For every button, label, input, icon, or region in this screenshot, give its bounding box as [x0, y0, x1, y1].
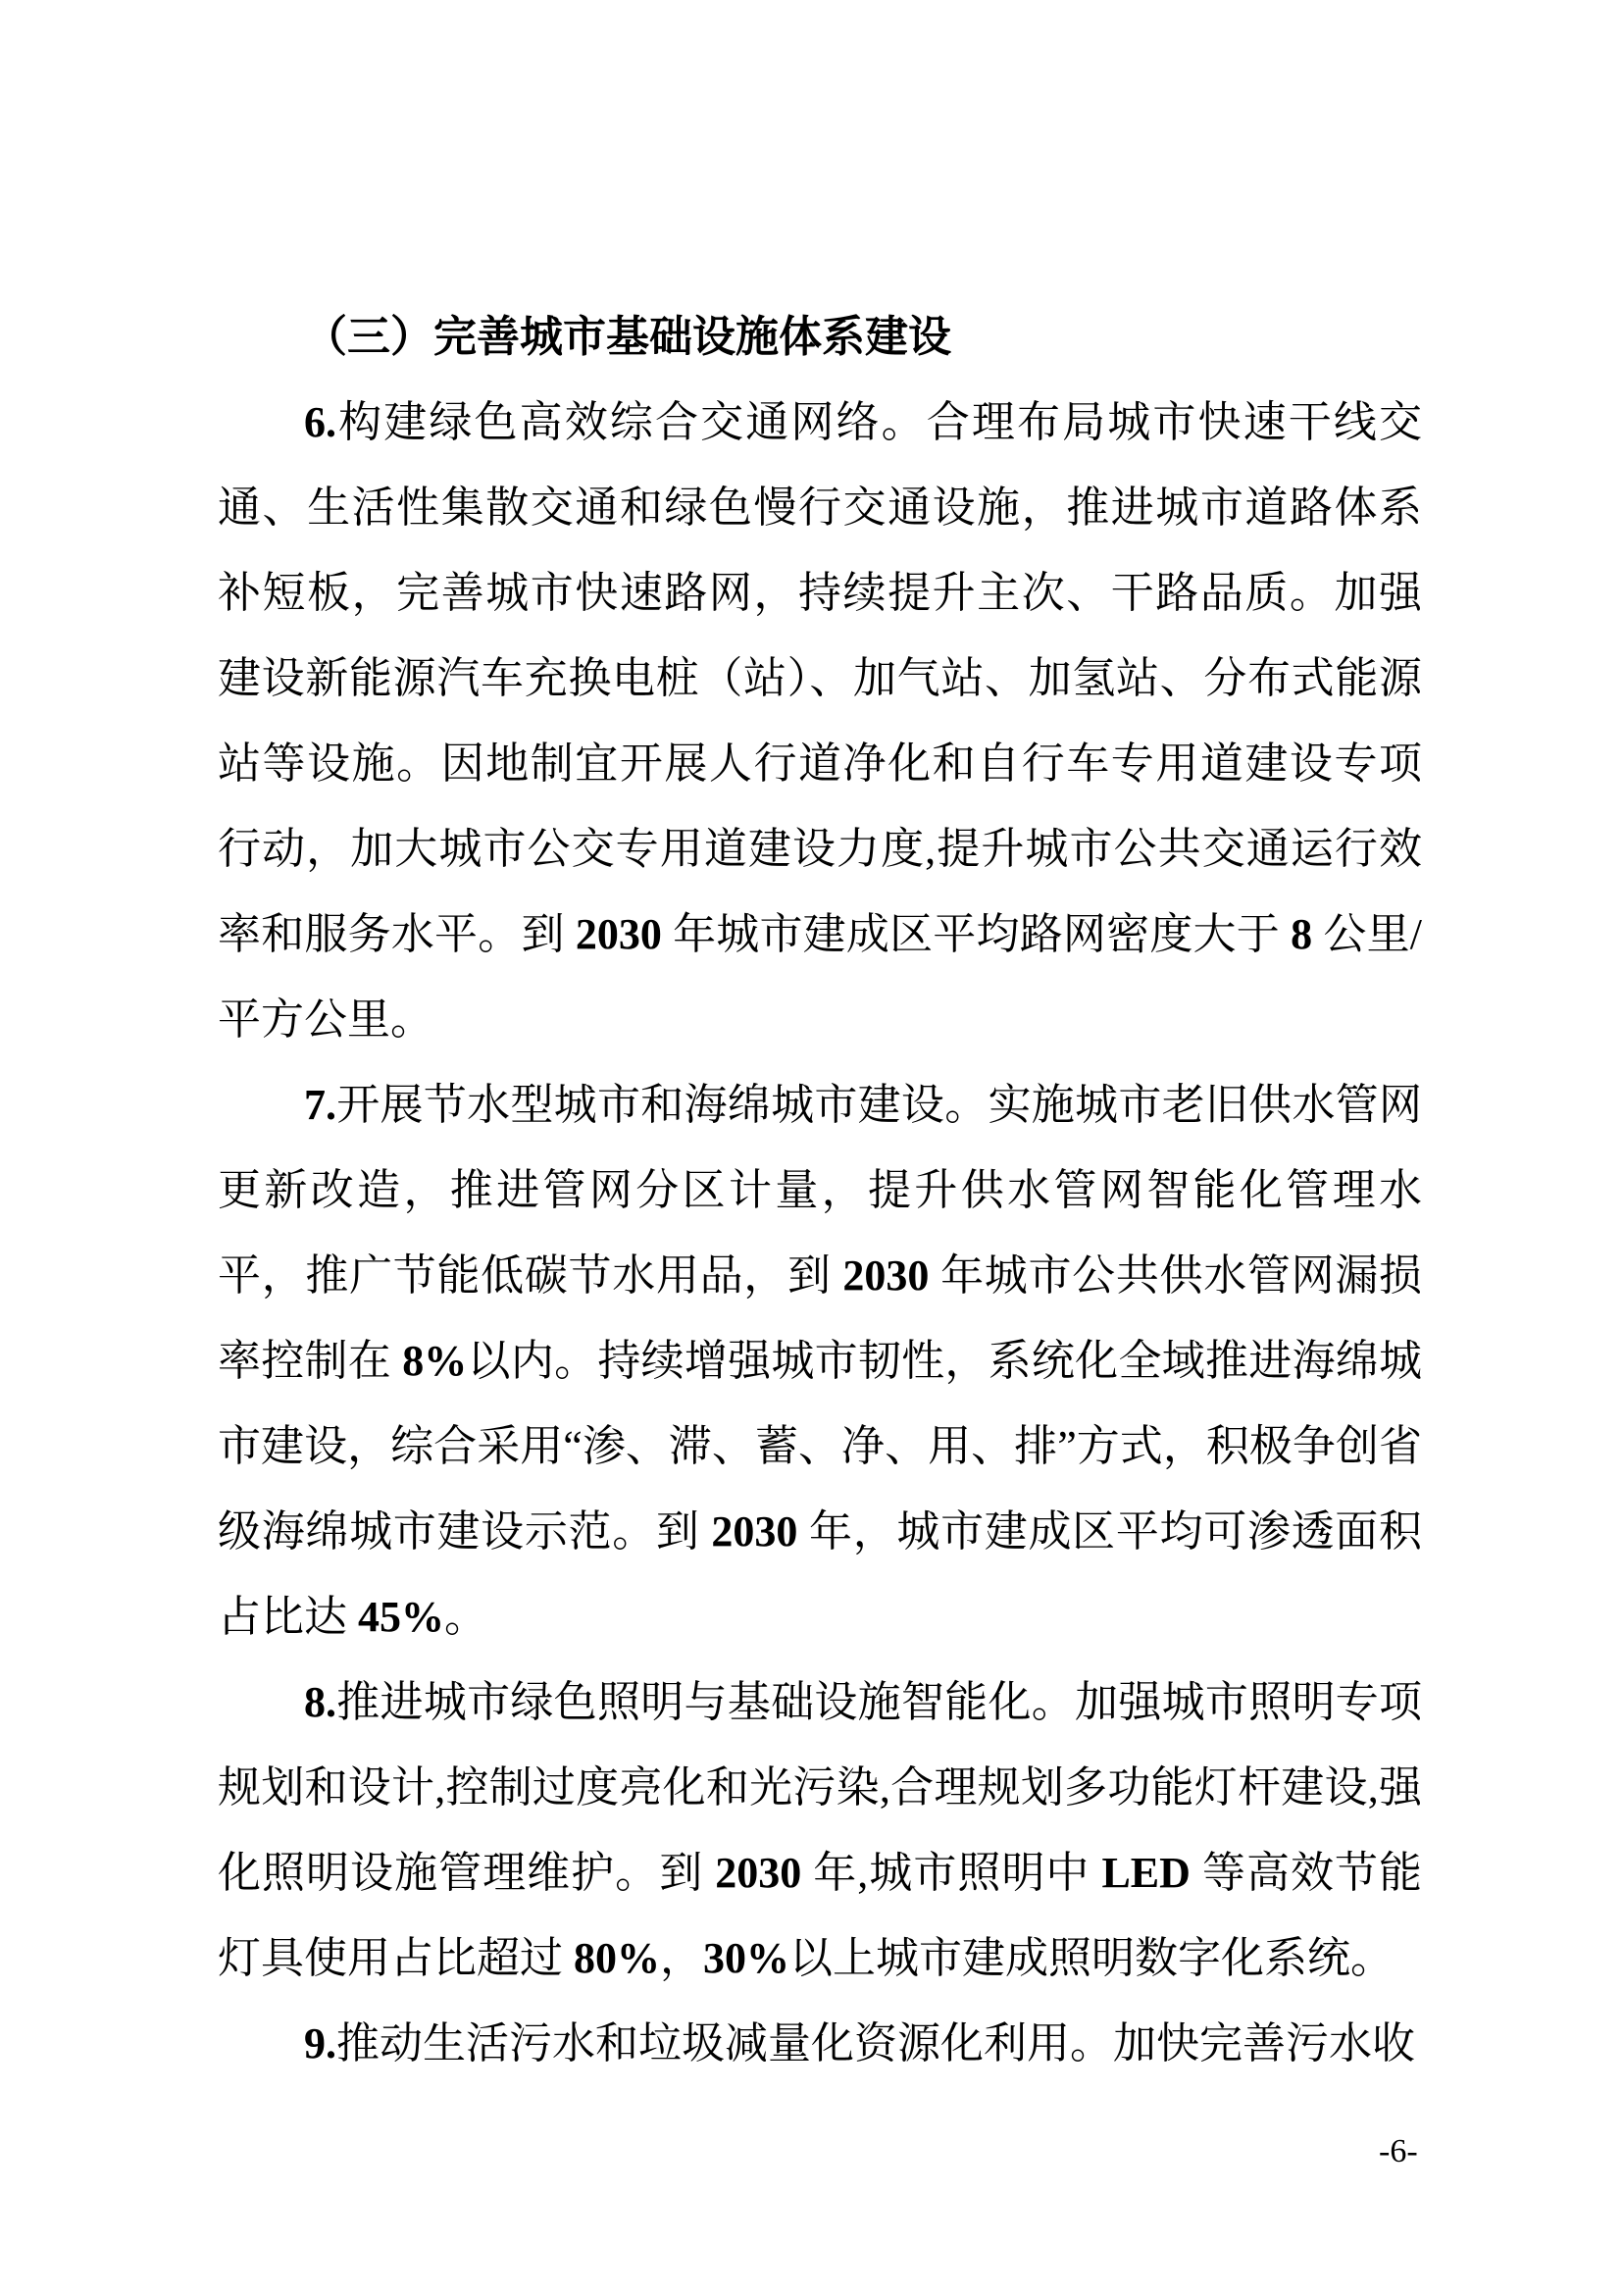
document-body — [218, 294, 1422, 2086]
text-segment: 开展节水型城市和海绵城市建设。实施城市老旧供水管网更新改造，推进管网分区计量，提升供水管网智能化管理水平，推广节能低碳节水用品，到 — [218, 1081, 1422, 1300]
text-segment: 。 — [444, 1593, 487, 1641]
leakage-rate-value: 8% — [402, 1337, 468, 1385]
text-segment: 构建绿色高效综合交通网络。合理布局城市快速干线交通、生活性集散交通和绿色慢行交通设施，推进城市道路体系补短板，完善城市快速路网，持续提升主次、干路品质。加强建设新能源汽车充换电桩（站）、加气站、加氢站、分布式能源站等设施。因地制宜开展人行道净化和自行车专用道建设专项行动，加大城市公交专用道建设力度,提升城市公共交通运行效率和服务水平。到 — [218, 398, 1422, 958]
text-segment: 年，城市建成区平均可渗透面积占比达 — [218, 1507, 1423, 1641]
paragraph-9-number: 9. — [304, 2019, 336, 2067]
density-value: 8 — [1291, 910, 1313, 958]
text-segment: 年城市建成区平均路网密度大于 — [661, 910, 1292, 958]
text-segment: ， — [660, 1934, 703, 1982]
year-value: 2030 — [715, 1849, 802, 1897]
led-label: LED — [1101, 1849, 1191, 1897]
text-segment: 推动生活污水和垃圾减量化资源化利用。加快完善污水收 — [336, 2019, 1415, 2067]
year-value: 2030 — [711, 1507, 798, 1556]
paragraph-8-number: 8. — [304, 1678, 336, 1726]
paragraph-8 — [218, 1659, 1422, 2001]
paragraph-9 — [218, 2001, 1422, 2086]
paragraph-6-number: 6. — [304, 398, 336, 446]
led-ratio-value: 80% — [574, 1934, 660, 1982]
text-segment: 年城市公共供水管网漏损率控制在 — [218, 1251, 1423, 1385]
text-segment: 推进城市绿色照明与基础设施智能化。加强城市照明专项规划和设计,控制过度亮化和光污染,合理规划多功能灯杆建设,强化照明设施管理维护。到 — [218, 1678, 1422, 1897]
text-segment: 以上城市建成照明数字化系统。 — [789, 1934, 1394, 1982]
text-segment: 公里/平方公里。 — [218, 910, 1422, 1044]
year-value: 2030 — [842, 1251, 930, 1300]
paragraph-7 — [218, 1062, 1422, 1659]
text-segment: 以内。持续增强城市韧性，系统化全域推进海绵城市建设，综合采用“渗、滞、蓄、净、用、排”方式，积极争创省级海绵城市建设示范。到 — [218, 1337, 1422, 1556]
year-value: 2030 — [575, 910, 662, 958]
text-segment: 等高效节能灯具使用占比超过 — [218, 1849, 1423, 1982]
text-segment: 年,城市照明中 — [801, 1849, 1102, 1897]
page-number: -6- — [1379, 2133, 1418, 2169]
digital-ratio-value: 30% — [703, 1934, 789, 1982]
section-heading: （三）完善城市基础设施体系建设 — [304, 313, 951, 361]
paragraph-7-number: 7. — [304, 1081, 336, 1129]
permeable-area-value: 45% — [358, 1593, 444, 1641]
paragraph-6 — [218, 380, 1422, 1062]
